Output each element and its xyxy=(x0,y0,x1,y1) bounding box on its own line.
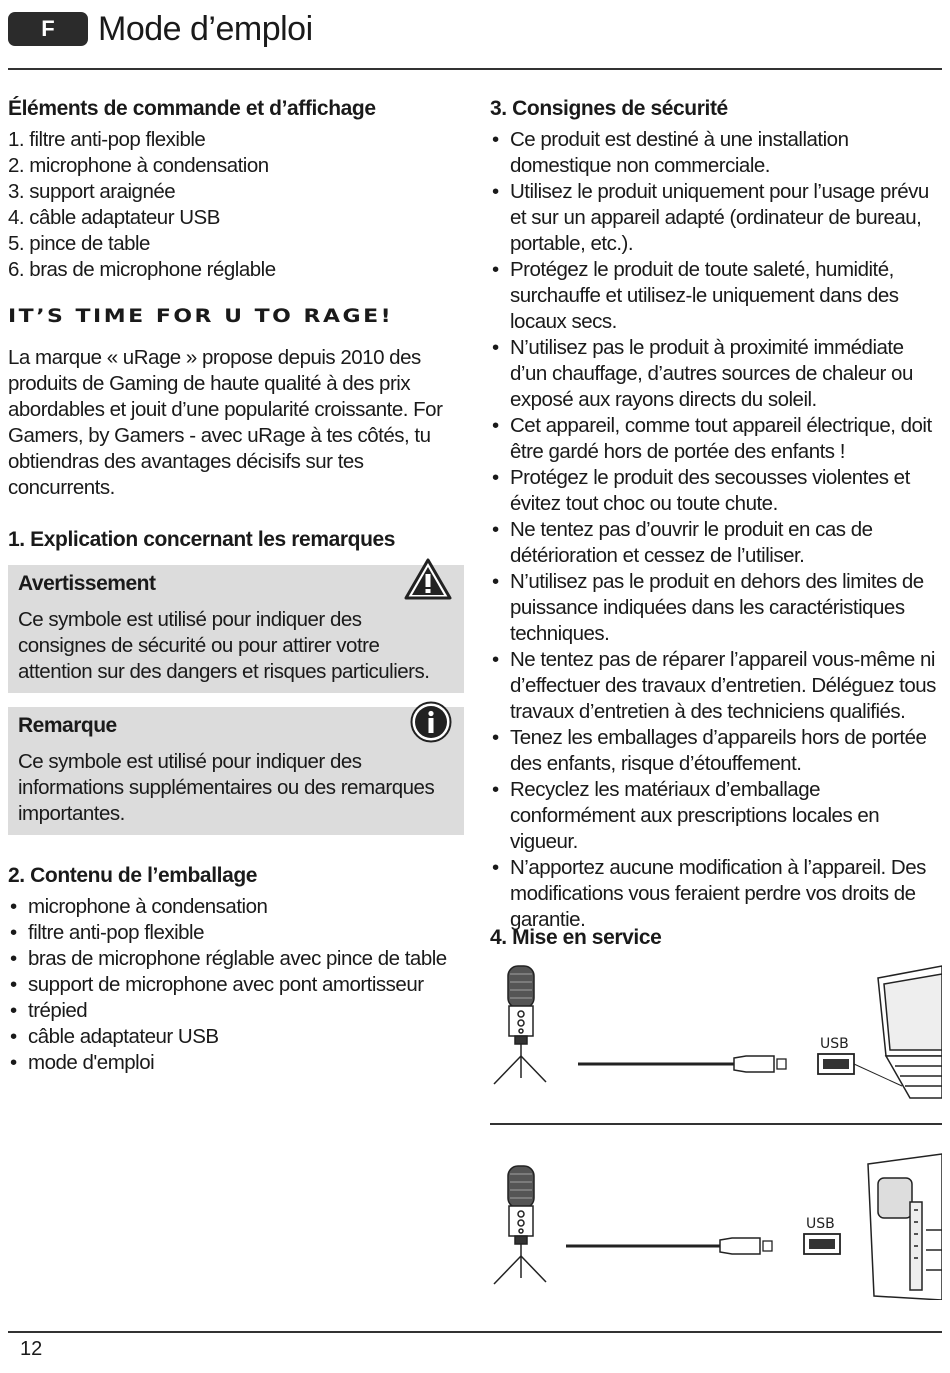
list-item: • Recyclez les matériaux d’emballage conformément aux prescriptions locales en vigueur. xyxy=(490,777,942,855)
package-list xyxy=(8,894,464,1076)
list-item: • N’utilisez pas le produit à proximité immédiate d’un chauffage, d’autres sources de chaleur ou exposé aux rayons directs du soleil. xyxy=(490,335,942,413)
desktop-tower-icon xyxy=(868,1154,942,1300)
section2-heading: 2. Contenu de l’emballage xyxy=(8,864,258,887)
usb-label: USB xyxy=(806,1216,835,1232)
laptop-icon xyxy=(878,966,942,1098)
list-item: • Protégez le produit de toute saleté, humidité, surchauffe et utilisez-le uniquement dans des locaux secs. xyxy=(490,257,942,335)
warning-title: Avertissement xyxy=(18,572,156,595)
document-title: Mode d’emploi xyxy=(98,10,313,48)
list-item: 1. filtre anti-pop flexible xyxy=(8,128,206,151)
intro-paragraph: La marque « uRage » propose depuis 2010 des produits de Gaming de haute qualité à des prix abordables et jouit d’une popularité croissante. For Gamers, by Gamers - avec uRage à tes côtés, tu obtiendras des avantages décisifs sur tes concurrents. xyxy=(8,346,443,499)
desktop-connection-illustration xyxy=(490,1150,942,1300)
usb-plug-icon xyxy=(734,1056,774,1072)
section3-heading: 3. Consignes de sécurité xyxy=(490,97,728,120)
list-item: • mode d'emploi xyxy=(8,1050,464,1076)
list-item: • N’utilisez pas le produit en dehors des limites de puissance indiquées dans les caractéristiques techniques. xyxy=(490,569,942,647)
microphone-icon xyxy=(494,1166,546,1284)
section4-heading: 4. Mise en service xyxy=(490,926,662,949)
list-item: 5. pince de table xyxy=(8,232,150,255)
list-item: • Ce produit est destiné à une installation domestique non commerciale. xyxy=(490,127,942,179)
list-item: 4. câble adaptateur USB xyxy=(8,206,220,229)
header-rule xyxy=(8,68,942,70)
usb-label: USB xyxy=(820,1036,849,1052)
warning-box xyxy=(8,565,464,693)
left-column xyxy=(8,96,464,1076)
laptop-connection-illustration xyxy=(490,960,942,1100)
list-item: 6. bras de microphone réglable xyxy=(8,258,276,281)
language-badge: F xyxy=(8,12,88,46)
section1-heading: 1. Explication concernant les remarques xyxy=(8,528,396,551)
brand-slogan: IT’S TIME FOR U TO RAGE! xyxy=(8,305,394,328)
list-item: • N’apportez aucune modification à l’appareil. Des modifications vous feraient perdre vos droits de garantie. xyxy=(490,855,942,933)
right-column xyxy=(490,96,942,933)
list-item: • Utilisez le produit uniquement pour l’usage prévu et sur un appareil adapté (ordinateur de bureau, portable, etc.). xyxy=(490,179,942,257)
list-item: • Ne tentez pas de réparer l’appareil vous-même ni d’effectuer des travaux d’entretien. Déléguez tous travaux d’entretien à des techniciens qualifiés. xyxy=(490,647,942,725)
list-item: • Ne tentez pas d’ouvrir le produit en cas de détérioration et cessez de l’utiliser. xyxy=(490,517,942,569)
controls-heading: Éléments de commande et d’affichage xyxy=(8,97,376,120)
illustration-divider xyxy=(490,1123,942,1125)
note-title: Remarque xyxy=(18,714,117,737)
note-box xyxy=(8,707,464,835)
note-text: Ce symbole est utilisé pour indiquer des informations supplémentaires ou des remarques importantes. xyxy=(18,750,435,825)
safety-list xyxy=(490,127,942,933)
footer-rule xyxy=(8,1331,942,1333)
list-item: • Cet appareil, comme tout appareil électrique, doit être gardé hors de portée des enfants ! xyxy=(490,413,942,465)
warning-triangle-icon xyxy=(404,557,452,608)
controls-list xyxy=(8,127,464,283)
list-item: • bras de microphone réglable avec pince de table xyxy=(8,946,464,972)
microphone-icon xyxy=(494,966,546,1084)
list-item: • câble adaptateur USB xyxy=(8,1024,464,1050)
list-item: • Protégez le produit des secousses violentes et évitez tout choc ou toute chute. xyxy=(490,465,942,517)
list-item: • Tenez les emballages d’appareils hors de portée des enfants, risque d’étouffement. xyxy=(490,725,942,777)
list-item: 3. support araignée xyxy=(8,180,176,203)
info-icon xyxy=(410,701,452,750)
list-item: • trépied xyxy=(8,998,464,1024)
list-item: • microphone à condensation xyxy=(8,894,464,920)
warning-text: Ce symbole est utilisé pour indiquer des consignes de sécurité ou pour attirer votre attention sur des dangers et risques particuliers. xyxy=(18,608,430,683)
usb-plug-icon xyxy=(720,1238,760,1254)
page-number: 12 xyxy=(20,1338,43,1360)
list-item: • filtre anti-pop flexible xyxy=(8,920,464,946)
list-item: 2. microphone à condensation xyxy=(8,154,269,177)
list-item: • support de microphone avec pont amortisseur xyxy=(8,972,464,998)
